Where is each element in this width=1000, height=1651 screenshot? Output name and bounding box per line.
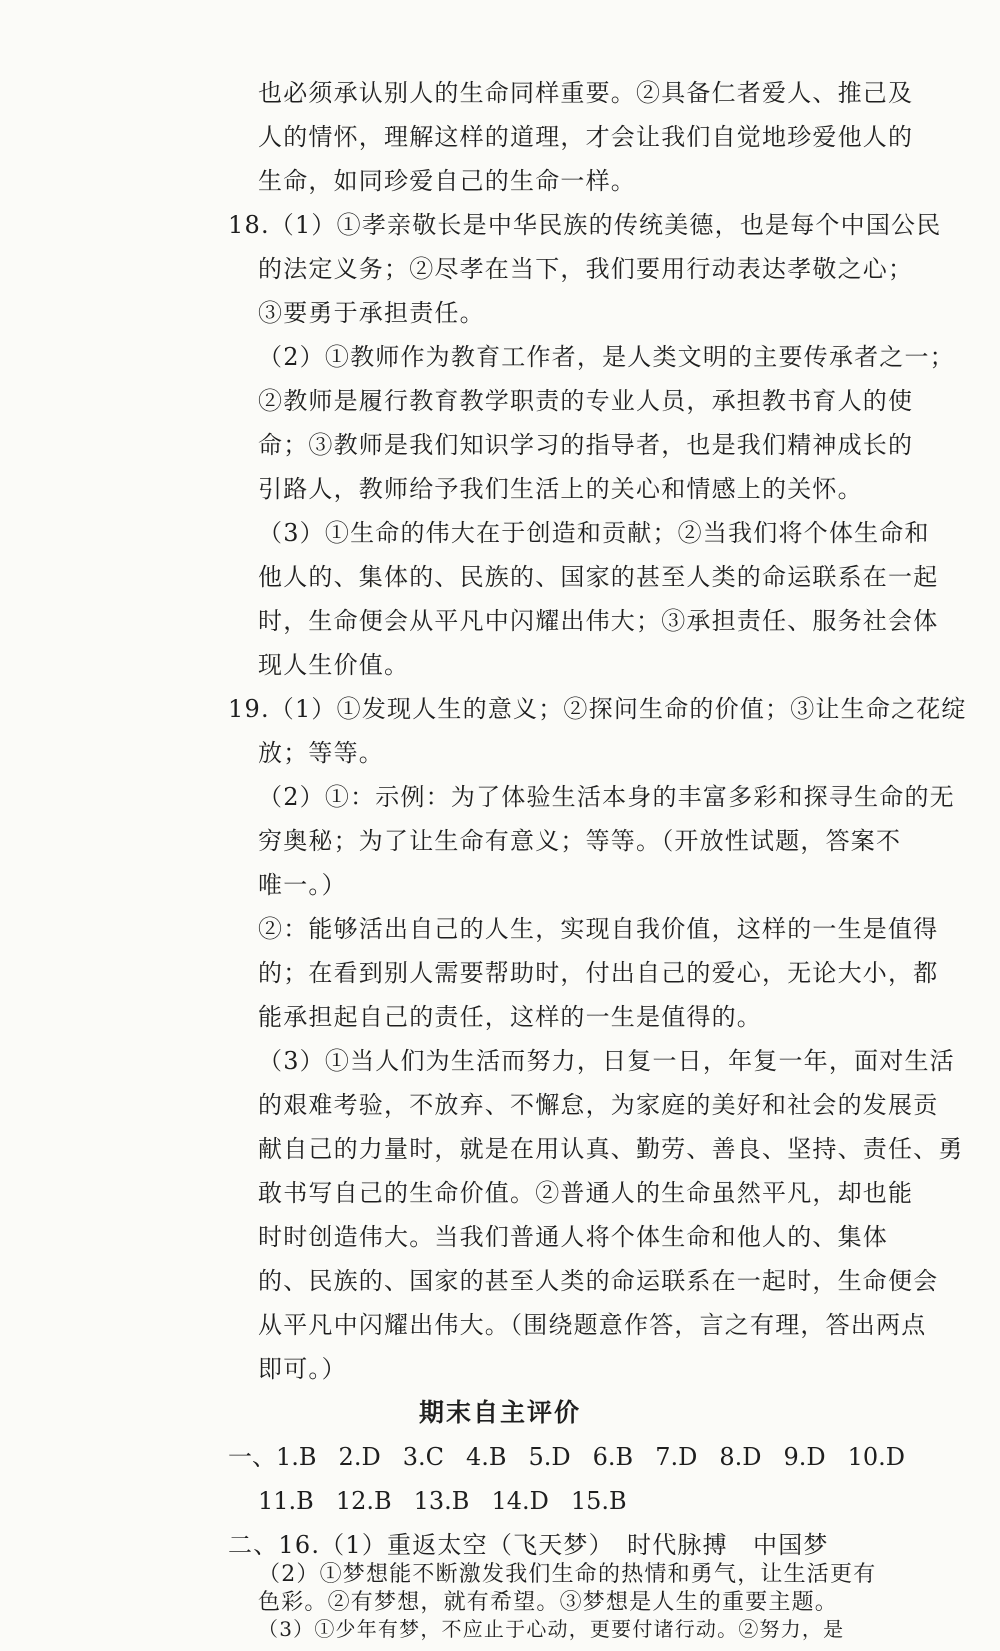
text-line: ②：能够活出自己的人生，实现自我价值，这样的一生是值得: [258, 915, 939, 943]
mc-row-2: [258, 1484, 649, 1518]
text-line: 现人生价值。: [258, 651, 410, 679]
mc-answer: 14.D: [491, 1487, 549, 1515]
text-line: 人的情怀，理解这样的道理，才会让我们自觉地珍爱他人的: [258, 123, 914, 151]
text-line: 的艰难考验，不放弃、不懈怠，为家庭的美好和社会的发展贡: [258, 1091, 939, 1119]
text-line: （3）①当人们为生活而努力，日复一日，年复一年，面对生活: [258, 1047, 955, 1075]
text-line: 的法定义务；②尽孝在当下，我们要用行动表达孝敬之心；: [258, 255, 914, 283]
mc-answer: 一、1.B: [228, 1443, 317, 1471]
mc-answer: 2.D: [338, 1443, 381, 1471]
text-line: 生命，如同珍爱自己的生命一样。: [258, 167, 636, 195]
text-line: （3）①少年有梦，不应止于心动，更要付诸行动。②努力，是: [258, 1617, 845, 1641]
section-title: 期末自主评价: [418, 1398, 581, 1427]
text-line: 的、民族的、国家的甚至人类的命运联系在一起时，生命便会: [258, 1267, 939, 1295]
text-line: （2）①教师作为教育工作者，是人类文明的主要传承者之一；: [258, 343, 955, 371]
mc-answer: 6.B: [592, 1443, 634, 1471]
text-line: ②教师是履行教育教学职责的专业人员，承担教书育人的使: [258, 387, 914, 415]
mc-answer: 13.B: [413, 1487, 470, 1515]
question-18-line: 18.（1）①孝亲敬长是中华民族的传统美德，也是每个中国公民: [228, 211, 942, 239]
mc-answer: 10.D: [847, 1443, 906, 1471]
text-line: 时时创造伟大。当我们普通人将个体生命和他人的、集体: [258, 1223, 888, 1251]
text-line: 敢书写自己的生命价值。②普通人的生命虽然平凡，却也能: [258, 1179, 914, 1207]
text-line: （3）①生命的伟大在于创造和贡献；②当我们将个体生命和: [258, 519, 930, 547]
text-line: 能承担起自己的责任，这样的一生是值得的。: [258, 1003, 762, 1031]
text-line: 他人的、集体的、民族的、国家的甚至人类的命运联系在一起: [258, 563, 939, 591]
mc-answer: 4.B: [465, 1443, 507, 1471]
text-line: 穷奥秘；为了让生命有意义；等等。（开放性试题，答案不: [258, 827, 902, 855]
text-line: 的；在看到别人需要帮助时，付出自己的爱心，无论大小，都: [258, 959, 939, 987]
mc-answer: 11.B: [258, 1487, 314, 1515]
text-line: 献自己的力量时，就是在用认真、勤劳、善良、坚持、责任、勇: [258, 1135, 964, 1163]
text-line: 命；③教师是我们知识学习的指导者，也是我们精神成长的: [258, 431, 914, 459]
text-line: ③要勇于承担责任。: [258, 299, 485, 327]
text-line: （2）①梦想能不断激发我们生命的热情和勇气，让生活更有: [258, 1562, 877, 1587]
mc-answer: 12.B: [335, 1487, 392, 1515]
mc-answer: 8.D: [719, 1443, 762, 1471]
mc-answer: 9.D: [783, 1443, 826, 1471]
text-line: 也必须承认别人的生命同样重要。②具备仁者爱人、推己及: [258, 79, 914, 107]
text-line: 时，生命便会从平凡中闪耀出伟大；③承担责任、服务社会体: [258, 607, 939, 635]
text-line: 放；等等。: [258, 739, 384, 767]
text-line: 从平凡中闪耀出伟大。（围绕题意作答，言之有理，答出两点: [258, 1311, 927, 1339]
text-line: 唯一。）: [258, 871, 347, 899]
mc-answer: 3.C: [402, 1443, 444, 1471]
mc-answer: 5.D: [528, 1443, 571, 1471]
text-line: 即可。）: [258, 1355, 347, 1383]
text-line: 引路人，教师给予我们生活上的关心和情感上的关怀。: [258, 475, 863, 503]
mc-row-1: [228, 1440, 927, 1474]
question-19-line: 19.（1）①发现人生的意义；②探问生命的价值；③让生命之花绽: [228, 695, 967, 723]
mc-answer: 7.D: [655, 1443, 698, 1471]
question-16-line: 二、16.（1）重返太空（飞天梦） 时代脉搏 中国梦: [228, 1531, 829, 1559]
text-line: 色彩。②有梦想，就有希望。③梦想是人生的重要主题。: [258, 1590, 839, 1615]
text-line: （2）①：示例：为了体验生活本身的丰富多彩和探寻生命的无: [258, 783, 955, 811]
mc-answer: 15.B: [570, 1487, 627, 1515]
